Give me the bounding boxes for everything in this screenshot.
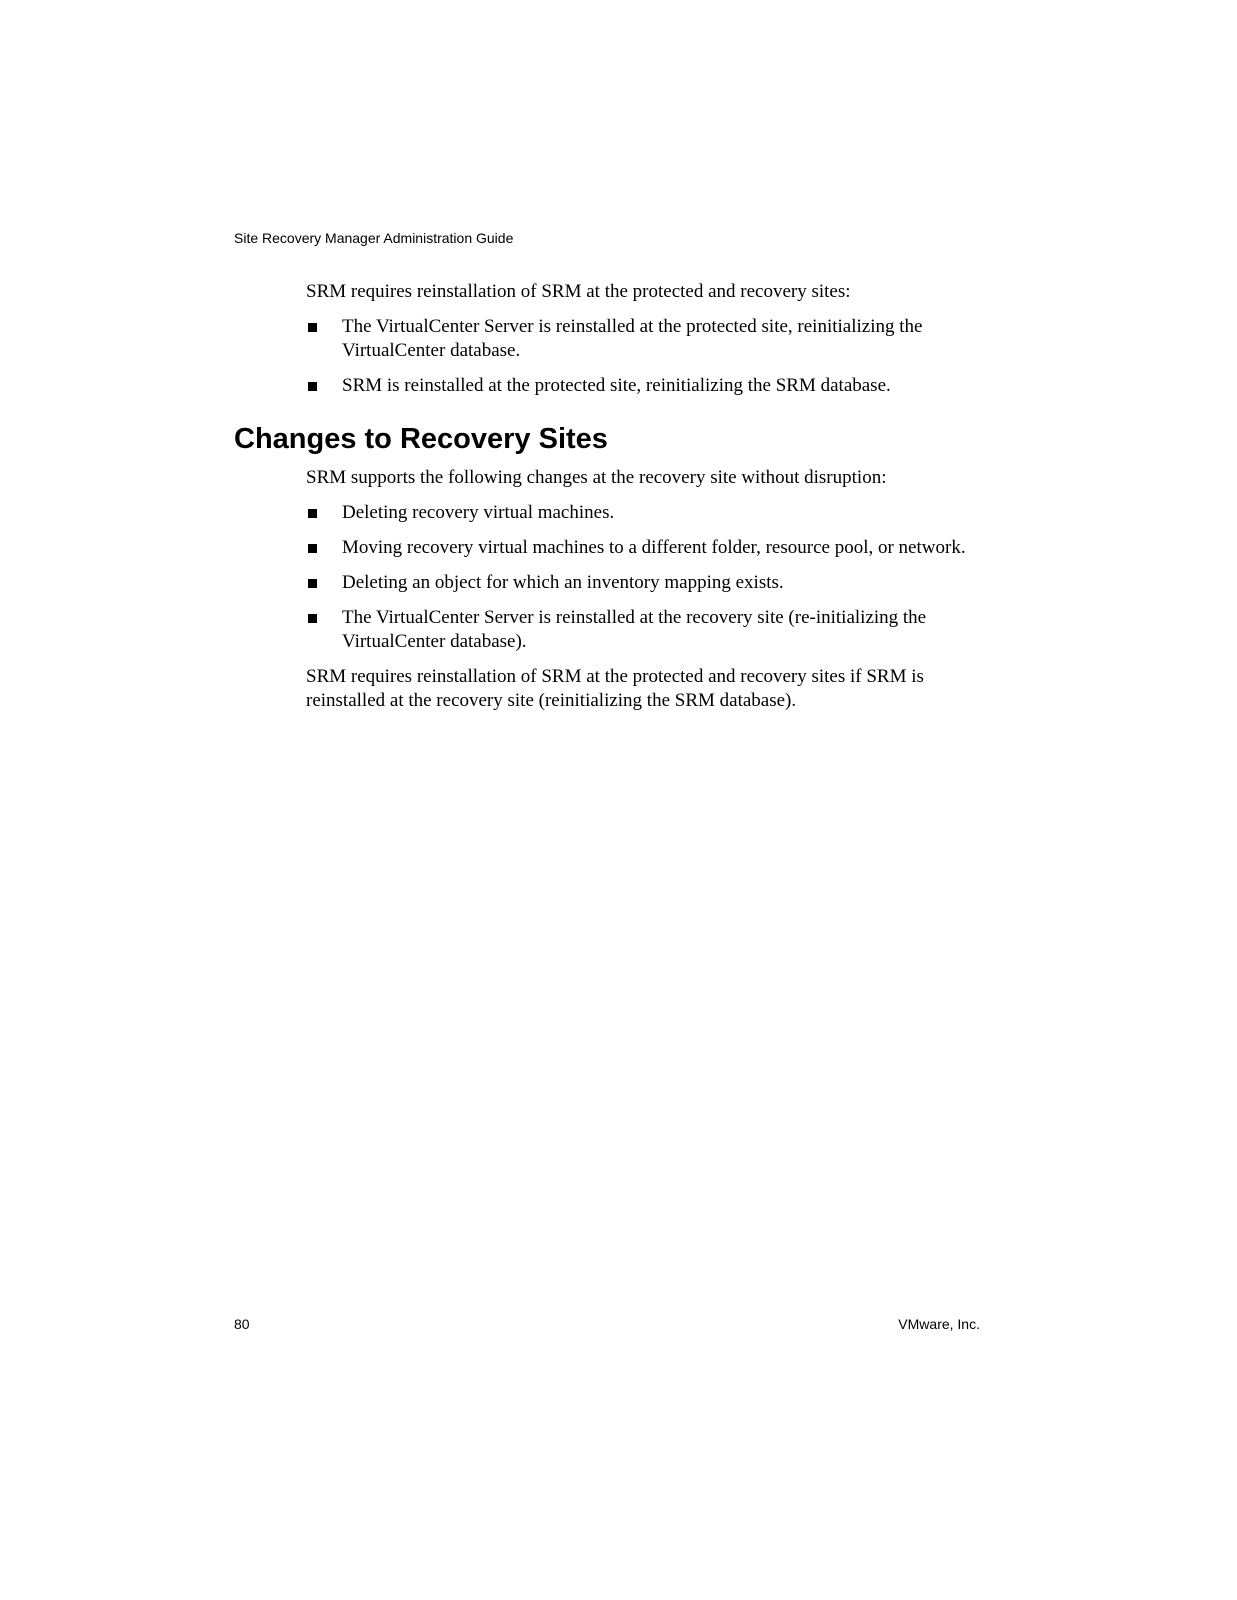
list-item — [306, 501, 1006, 525]
list-item-text: The VirtualCenter Server is reinstalled at the protected site, reinitializing the VirtualCenter database. — [342, 316, 923, 361]
list-item-text: Moving recovery virtual machines to a different folder, resource pool, or network. — [342, 537, 966, 558]
square-bullet-icon — [308, 544, 317, 553]
running-header: Site Recovery Manager Administration Guide — [234, 230, 514, 246]
list-item-text: Deleting recovery virtual machines. — [342, 502, 615, 523]
page-body — [234, 280, 1006, 724]
recovery-closing: SRM requires reinstallation of SRM at the protected and recovery sites if SRM is reinstalled at the recovery site (reinitializing the SRM database). — [306, 666, 924, 711]
square-bullet-icon — [308, 323, 317, 332]
list-item — [306, 315, 1006, 363]
list-item-text: SRM is reinstalled at the protected site, reinitializing the SRM database. — [342, 375, 891, 396]
square-bullet-icon — [308, 579, 317, 588]
square-bullet-icon — [308, 614, 317, 623]
footer-company: VMware, Inc. — [898, 1316, 980, 1332]
square-bullet-icon — [308, 509, 317, 518]
recovery-intro: SRM supports the following changes at the recovery site without disruption: — [306, 467, 887, 488]
page-number: 80 — [234, 1316, 250, 1332]
protected-bullet-list — [306, 315, 1006, 398]
list-item — [306, 571, 1006, 595]
recovery-bullet-list — [306, 501, 1006, 654]
list-item-text: Deleting an object for which an inventory mapping exists. — [342, 572, 784, 593]
list-item-text: The VirtualCenter Server is reinstalled at the recovery site (re-initializing the VirtualCenter database). — [342, 607, 927, 652]
list-item — [306, 536, 1006, 560]
list-item — [306, 374, 1006, 398]
list-item — [306, 606, 1006, 654]
protected-intro: SRM requires reinstallation of SRM at the protected and recovery sites: — [306, 281, 851, 302]
section-heading: Changes to Recovery Sites — [234, 423, 608, 455]
square-bullet-icon — [308, 382, 317, 391]
